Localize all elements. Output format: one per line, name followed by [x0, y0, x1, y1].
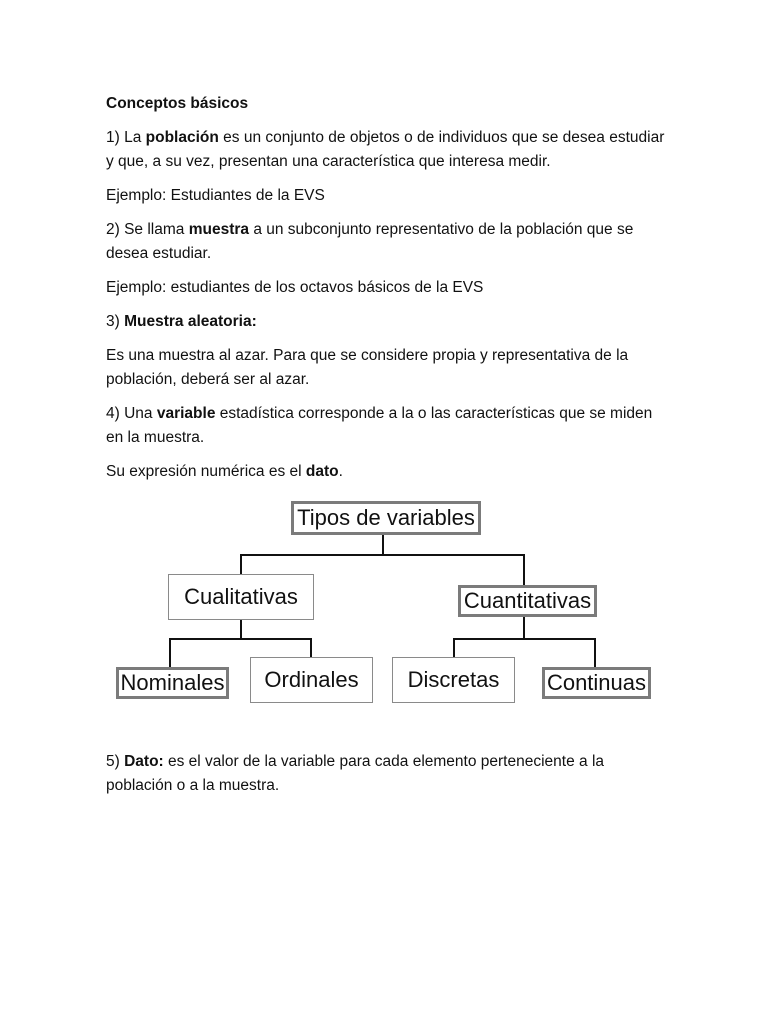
node-ordinales: Ordinales [250, 657, 373, 703]
connector-to-nominales [169, 638, 171, 668]
definition-muestra-aleatoria-desc: Es una muestra al azar. Para que se considere propia y representativa de la población, deberá ser al azar. [106, 347, 629, 388]
connector-left-bar [169, 638, 311, 640]
definition-muestra-aleatoria-title: 3) Muestra aleatoria: [106, 313, 257, 330]
definition-muestra: 2) Se llama muestra a un subconjunto representativo de la población que se desea estudiar. [106, 221, 634, 262]
connector-to-discretas [453, 638, 455, 658]
node-continuas: Continuas [542, 667, 651, 699]
definition-dato: 5) Dato: es el valor de la variable para cada elemento perteneciente a la población o a la muestra. [106, 753, 605, 794]
connector-root-stem [382, 534, 384, 554]
node-cuantitativas: Cuantitativas [458, 585, 597, 617]
connector-top-bar [240, 554, 524, 556]
document-body [106, 92, 666, 494]
example-2: Ejemplo: estudiantes de los octavos básicos de la EVS [106, 279, 484, 296]
node-cualitativas: Cualitativas [168, 574, 314, 620]
definition-dato-intro: Su expresión numérica es el dato. [106, 463, 343, 480]
connector-to-ordinales [310, 638, 312, 658]
connector-left-stem [240, 620, 242, 638]
node-nominales: Nominales [116, 667, 229, 699]
connector-to-left [240, 554, 242, 574]
connector-to-continuas [594, 638, 596, 668]
definition-variable: 4) Una variable estadística corresponde a la o las características que se miden en la muestra. [106, 405, 653, 446]
connector-right-stem [523, 616, 525, 638]
connector-right-bar [453, 638, 595, 640]
node-discretas: Discretas [392, 657, 515, 703]
connector-to-right [523, 554, 525, 586]
example-1: Ejemplo: Estudiantes de la EVS [106, 187, 325, 204]
heading: Conceptos básicos [106, 95, 249, 112]
definition-poblacion: 1) La población es un conjunto de objetos o de individuos que se desea estudiar y que, a su vez, presentan una característica que interesa medir. [106, 129, 665, 170]
root-node: Tipos de variables [291, 501, 481, 535]
